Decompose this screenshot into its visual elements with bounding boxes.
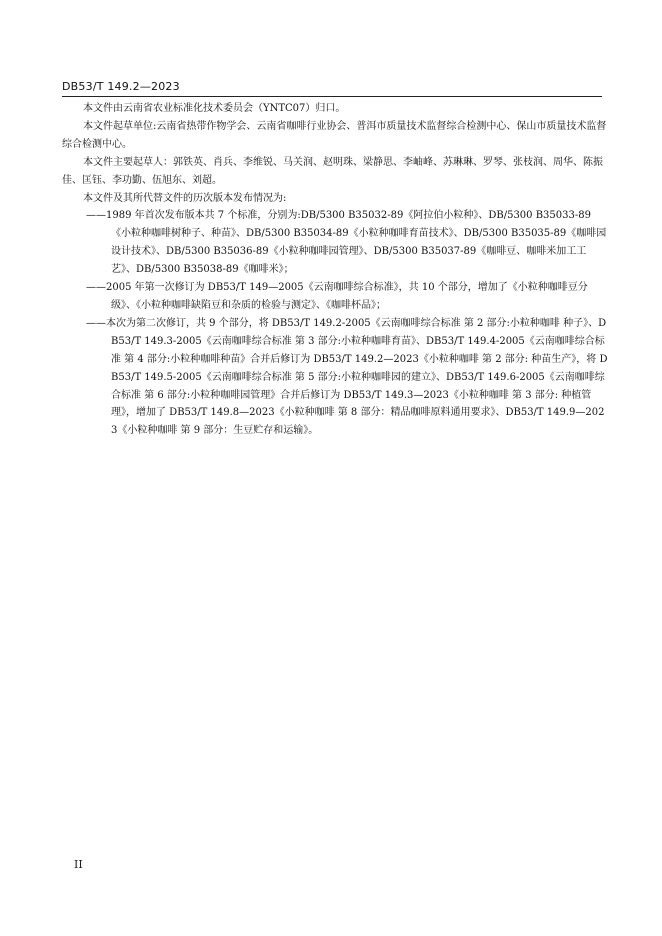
history-intro-paragraph: 本文件及其所代替文件的历次版本发布情况为: [83,192,287,204]
document-id-header: DB53/T 149.2—2023 [62,80,180,93]
page-number: II [74,858,83,871]
foreword-body [62,100,610,440]
history-item-current: ——本次为第二次修订，共 9 个部分，将 DB53/T 149.2-2005《云南咖啡综合标准 第 2 部分:小粒种咖啡 种子》、DB53/T 149.3-2005《云南咖啡综合标准 第 3 部分:小粒种咖啡育苗》、DB53/T 149.4-2005《云南咖啡综合标准 第 4 部分:小粒种咖啡种苗》合并后修订为 DB53/T 149.2—2023《小粒种咖啡 第 2 部分: 种苗生产》，将 DB53/T 149.5-2005《云南咖啡综合标准 第 5 部分:小粒种咖啡园的建立》、DB53/T 149.6-2005《云南咖啡综合标准 第 6 部分:小粒种咖啡园管理》合并后修订为 DB53/T 149.3—2023《小粒种咖啡 第 3 部分: 种植管理》，增加了 DB53/T 149.8—2023《小粒种咖啡 第 8 部分：精品咖啡原料通用要求》、DB53/T 149.9—2023《小粒种咖啡 第 9 部分：生豆贮存和运输》。 [86,317,608,437]
drafters-paragraph: 本文件主要起草人：郭铁英、肖兵、李维锐、马关润、赵明珠、梁静思、李岫峰、苏琳琳、罗琴、张枝润、周华、陈振佳、匡钰、李功勤、伍旭东、刘超。 [62,156,603,186]
history-item-2005: ——2005 年第一次修订为 DB53/T 149—2005《云南咖啡综合标准》，共 10 个部分，增加了《小粒种咖啡豆分级》、《小粒种咖啡缺陷豆和杂质的检验与测定》、《咖啡杯品》； [86,282,588,311]
drafting-units-paragraph: 本文件起草单位:云南省热带作物学会、云南省咖啡行业协会、普洱市质量技术监督综合检测中心、保山市质量技术监督综合检测中心。 [62,120,607,150]
history-item-1989: ——1989 年首次发布版本共 7 个标准，分别为:DB/5300 B35032-89《阿拉伯小粒种》、DB/5300 B35033-89《小粒种咖啡树种子、种苗》、DB/5300 B35034-89《小粒种咖啡育苗技术》、DB/5300 B35035-89《咖啡园设计技术》、DB/5300 B35036-89《小粒种咖啡园管理》、DB/5300 B35037-89《咖啡豆、咖啡米加工工艺》、DB/5300 B35038-89《咖啡米》； [86,210,607,276]
header-rule [62,96,602,97]
responsible-committee-paragraph: 本文件由云南省农业标准化技术委员会（YNTC07）归口。 [83,103,346,114]
